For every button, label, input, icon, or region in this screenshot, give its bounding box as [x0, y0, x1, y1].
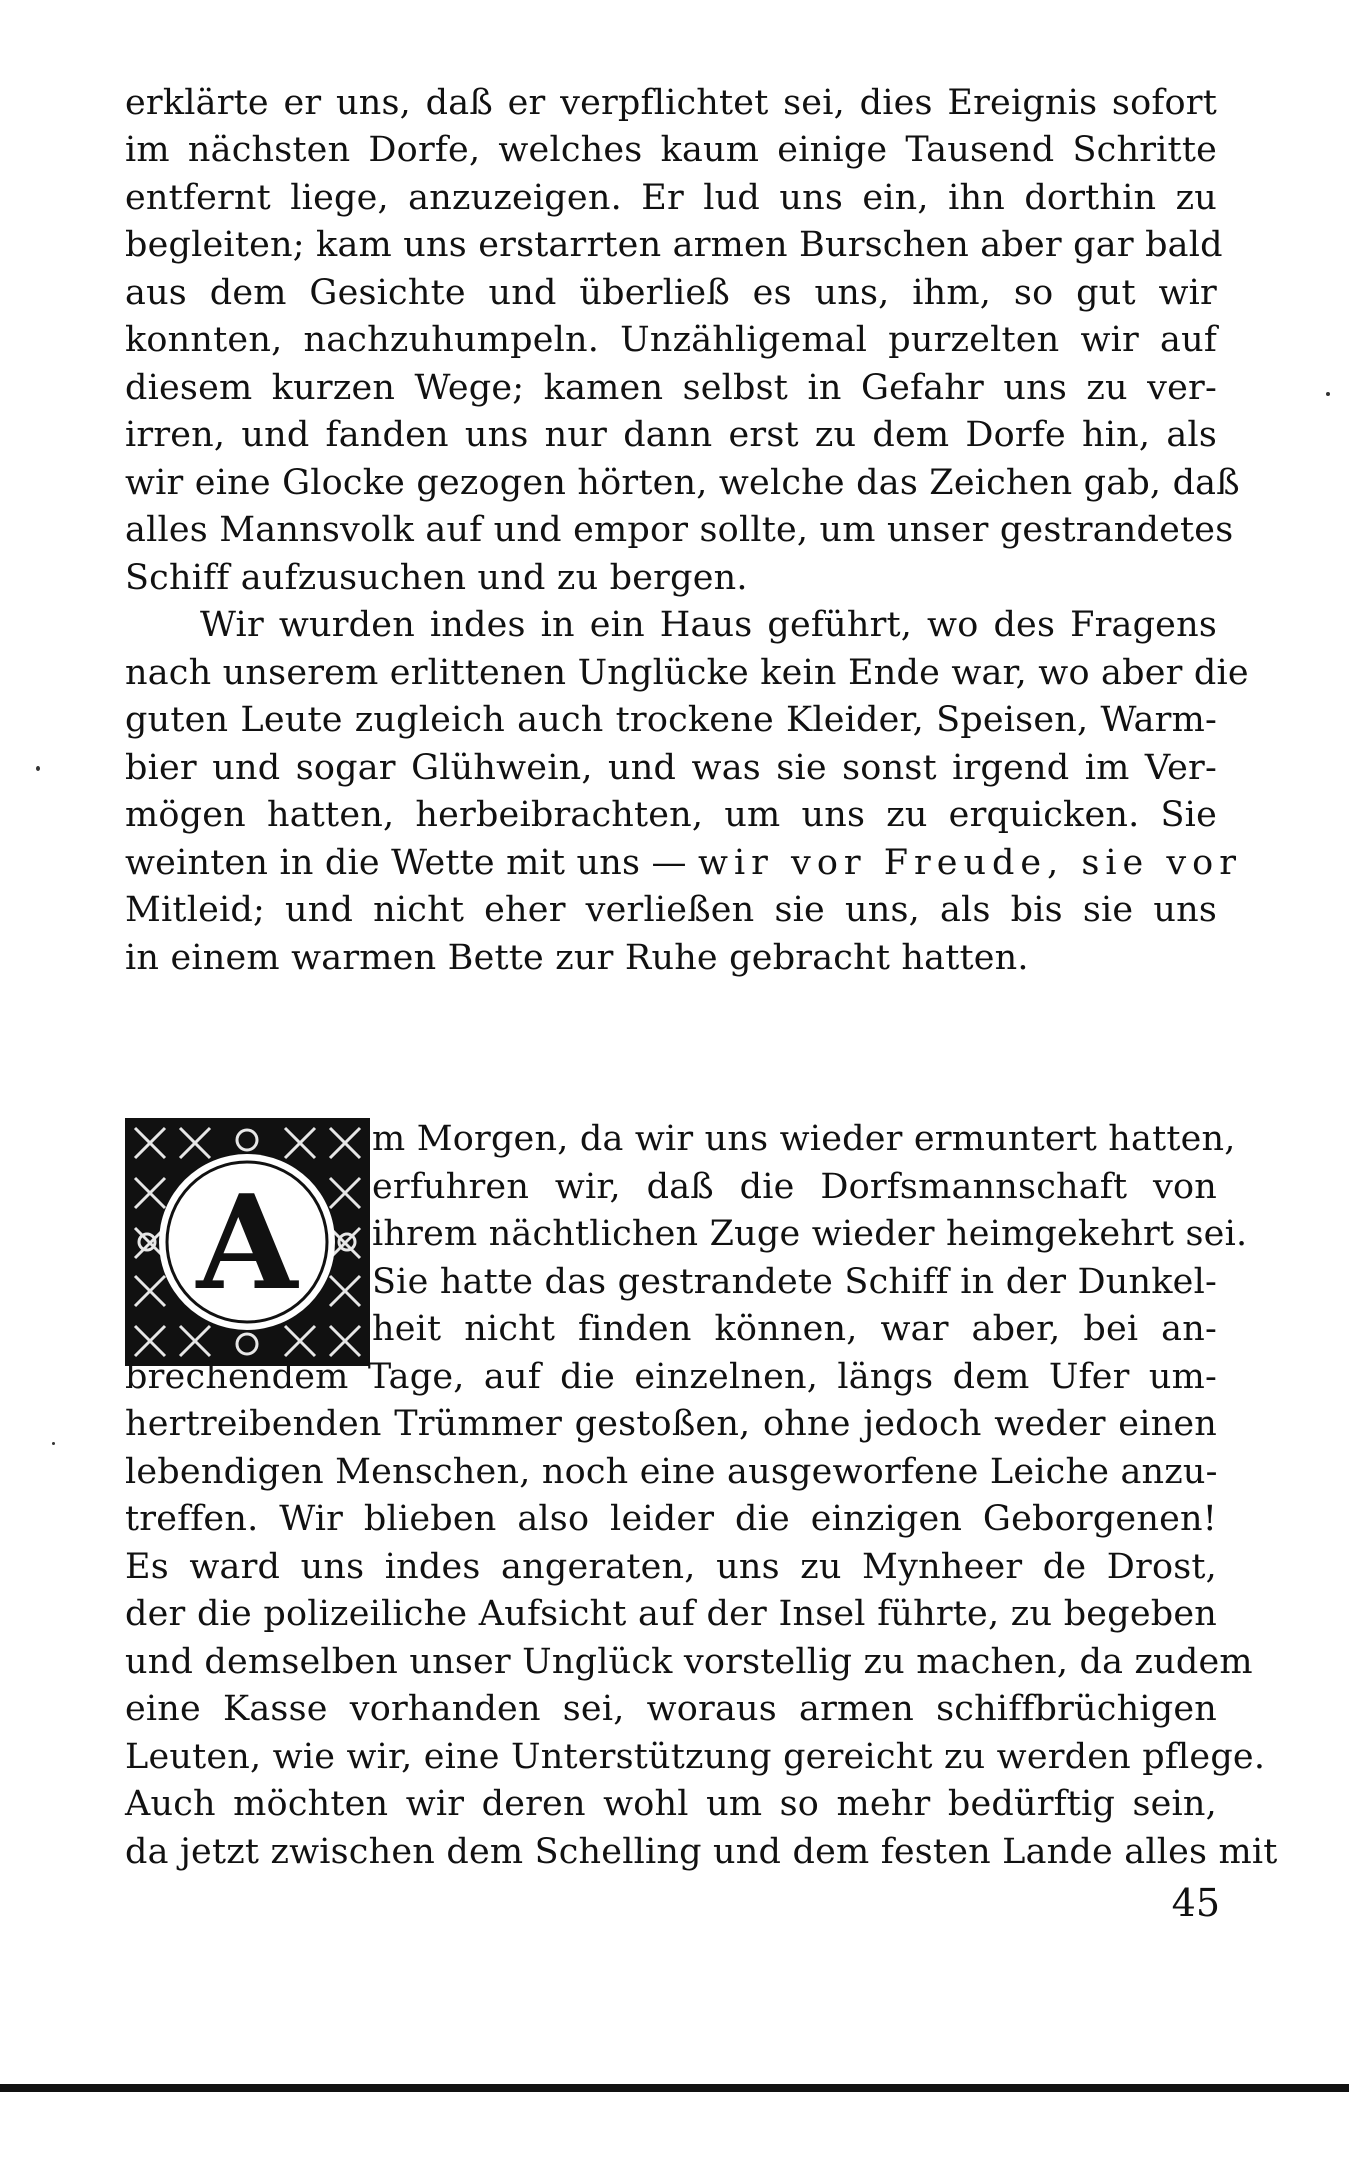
- text-line: und demselben unser Unglück vorstellig zu machen, da zudem: [125, 1642, 1253, 1682]
- scan-speck: [36, 766, 40, 771]
- text-line: konnten, nachzuhumpeln. Unzähligemal purzelten wir auf: [125, 320, 1217, 360]
- text-line: Mitleid; und nicht eher verließen sie uns, als bis sie uns: [125, 890, 1217, 930]
- emphasized-text: wir vor Freude, sie vor: [698, 843, 1242, 883]
- page-number: 45: [1171, 1881, 1220, 1925]
- scan-speck: [52, 1442, 55, 1445]
- text-line: Auch möchten wir deren wohl um so mehr bedürftig sein,: [125, 1784, 1217, 1824]
- text-line: aus dem Gesichte und überließ es uns, ihm, so gut wir: [125, 273, 1217, 313]
- text-line: eine Kasse vorhanden sei, woraus armen schiffbrüchigen: [125, 1689, 1217, 1729]
- text-line: Leuten, wie wir, eine Unterstützung gereicht zu werden pflege.: [125, 1737, 1266, 1777]
- text-line: der die polizeiliche Aufsicht auf der Insel führte, zu begeben: [125, 1594, 1217, 1634]
- text-line: treffen. Wir blieben also leider die einzigen Geborgenen!: [125, 1499, 1217, 1539]
- text-line: nach unserem erlittenen Unglücke kein Ende war, wo aber die: [125, 653, 1249, 693]
- text-line: diesem kurzen Wege; kamen selbst in Gefahr uns zu ver-: [125, 368, 1217, 408]
- text-line: erklärte er uns, daß er verpflichtet sei, dies Ereignis sofort: [125, 83, 1217, 123]
- text-line: Es ward uns indes angeraten, uns zu Mynheer de Drost,: [125, 1547, 1217, 1587]
- text-line: guten Leute zugleich auch trockene Kleider, Speisen, Warm-: [125, 700, 1217, 740]
- text-line: im nächsten Dorfe, welches kaum einige Tausend Schritte: [125, 130, 1217, 170]
- text-line: m Morgen, da wir uns wieder ermuntert hatten,: [372, 1119, 1236, 1159]
- scan-speck: [1326, 392, 1330, 396]
- text-line: Wir wurden indes in ein Haus geführt, wo des Fragens: [200, 605, 1217, 645]
- text-line: hertreibenden Trümmer gestoßen, ohne jedoch weder einen: [125, 1404, 1217, 1444]
- text-line: bier und sogar Glühwein, und was sie sonst irgend im Ver-: [125, 748, 1217, 788]
- text-line: brechendem Tage, auf die einzelnen, längs dem Ufer um-: [125, 1357, 1217, 1397]
- text-line: alles Mannsvolk auf und empor sollte, um unser gestrandetes: [125, 510, 1234, 550]
- scan-edge-rule: [0, 2084, 1349, 2092]
- text-line: lebendigen Menschen, noch eine ausgeworfene Leiche anzu-: [125, 1452, 1218, 1492]
- text-line: entfernt liege, anzuzeigen. Er lud uns ein, ihn dorthin zu: [125, 178, 1217, 218]
- text-line: mögen hatten, herbeibrachten, um uns zu erquicken. Sie: [125, 795, 1217, 835]
- text-line: [125, 838, 1242, 888]
- text-segment: weinten in die Wette mit uns —: [125, 843, 699, 883]
- dropcap-letter: A: [196, 1166, 298, 1319]
- text-line: erfuhren wir, daß die Dorfsmannschaft von: [372, 1167, 1217, 1207]
- text-line: in einem warmen Bette zur Ruhe gebracht hatten.: [125, 938, 1029, 978]
- text-line: irren, und fanden uns nur dann erst zu dem Dorfe hin, als: [125, 415, 1217, 455]
- text-line: Sie hatte das gestrandete Schiff in der Dunkel-: [372, 1262, 1217, 1302]
- text-line: ihrem nächtlichen Zuge wieder heimgekehrt sei.: [372, 1214, 1248, 1254]
- ornamental-dropcap: [125, 1118, 370, 1366]
- text-line: begleiten; kam uns erstarrten armen Burschen aber gar bald: [125, 225, 1223, 265]
- text-line: Schiff aufzusuchen und zu bergen.: [125, 558, 748, 598]
- text-line: da jetzt zwischen dem Schelling und dem festen Lande alles mit: [125, 1832, 1278, 1872]
- text-line: wir eine Glocke gezogen hörten, welche das Zeichen gab, daß: [125, 463, 1240, 503]
- text-line: heit nicht finden können, war aber, bei an-: [372, 1309, 1217, 1349]
